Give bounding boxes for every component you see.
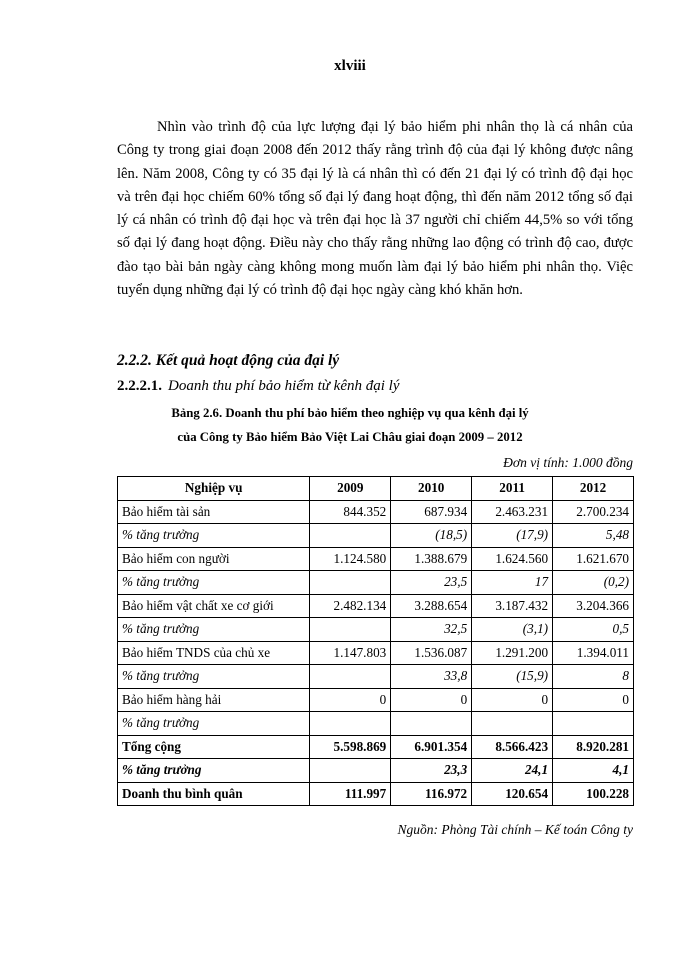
page-number: xlviii [334,58,366,74]
subsection-heading [117,378,399,395]
value-cell: 0 [472,688,553,712]
table-row [118,571,634,595]
value-cell: 844.352 [310,500,391,524]
value-cell: 5,48 [553,524,634,548]
table-row [118,500,634,524]
subsection-number: 2.2.2.1. [117,378,162,394]
revenue-table [117,476,634,806]
value-cell: 0,5 [553,618,634,642]
value-cell [310,571,391,595]
row-label-cell: % tăng trưởng [118,571,310,595]
value-cell: 5.598.869 [310,735,391,759]
value-cell: 0 [553,688,634,712]
header-cell: Nghiệp vụ [118,477,310,501]
value-cell: (18,5) [391,524,472,548]
value-cell: 1.536.087 [391,641,472,665]
table-row [118,782,634,806]
table-row [118,524,634,548]
value-cell: 8 [553,665,634,689]
header-cell: 2010 [391,477,472,501]
unit-note: Đơn vị tính: 1.000 đồng [503,455,633,470]
value-cell: (17,9) [472,524,553,548]
value-cell [310,618,391,642]
table-row [118,665,634,689]
value-cell: 687.934 [391,500,472,524]
row-label-cell: Bảo hiểm tài sản [118,500,310,524]
value-cell: 0 [310,688,391,712]
value-cell [310,665,391,689]
value-cell: 1.124.580 [310,547,391,571]
value-cell: 100.228 [553,782,634,806]
table-header-row [118,477,634,501]
value-cell [472,712,553,736]
value-cell: 4,1 [553,759,634,783]
row-label-cell: % tăng trưởng [118,524,310,548]
table-row [118,735,634,759]
row-label-cell: % tăng trưởng [118,618,310,642]
table-caption-line2: của Công ty Bảo hiểm Bảo Việt Lai Châu giai đoạn 2009 – 2012 [177,430,523,444]
row-label-cell: Bảo hiểm vật chất xe cơ giới [118,594,310,618]
value-cell: 2.482.134 [310,594,391,618]
value-cell: 17 [472,571,553,595]
body-paragraph [117,116,633,302]
value-cell [553,712,634,736]
value-cell: 6.901.354 [391,735,472,759]
value-cell: 8.920.281 [553,735,634,759]
value-cell: 23,3 [391,759,472,783]
value-cell: 3.187.432 [472,594,553,618]
table-row [118,618,634,642]
value-cell [310,712,391,736]
header-cell: 2012 [553,477,634,501]
value-cell [310,759,391,783]
table-row [118,594,634,618]
table-caption-line1: Bảng 2.6. Doanh thu phí bảo hiểm theo nghiệp vụ qua kênh đại lý [171,406,529,420]
value-cell: 8.566.423 [472,735,553,759]
value-cell: 2.463.231 [472,500,553,524]
value-cell: (15,9) [472,665,553,689]
row-label-cell: Bảo hiểm TNDS của chủ xe [118,641,310,665]
value-cell [310,524,391,548]
value-cell: 24,1 [472,759,553,783]
row-label-cell: % tăng trưởng [118,665,310,689]
value-cell: 0 [391,688,472,712]
value-cell: (0,2) [553,571,634,595]
value-cell: 1.388.679 [391,547,472,571]
value-cell: 3.288.654 [391,594,472,618]
row-label-cell: Tổng cộng [118,735,310,759]
table-row [118,547,634,571]
value-cell: 1.624.560 [472,547,553,571]
value-cell: 116.972 [391,782,472,806]
value-cell: 2.700.234 [553,500,634,524]
row-label-cell: % tăng trưởng [118,759,310,783]
value-cell: 120.654 [472,782,553,806]
value-cell: 1.621.670 [553,547,634,571]
value-cell: 111.997 [310,782,391,806]
subsection-title: Doanh thu phí bảo hiểm từ kênh đại lý [168,378,400,394]
paragraph-text: Nhìn vào trình độ của lực lượng đại lý bảo hiểm phi nhân thọ là cá nhân của Công ty trong giai đoạn 2008 đến 2012 thấy rằng trình độ của đại lý không được nâng lên. Năm 2008, Công ty có 35 đại lý là cá nhân thì có đến 21 đại lý có trình độ đại học và trên đại học chiếm 60% tổng số đại lý đang hoạt động, thì đến năm 2012 tổng số đại lý cá nhân có trình độ đại học và trên đại học là 37 người chỉ chiếm 44,5% so với tổng số đại lý đang hoạt động. Điều này cho thấy rằng những lao động có trình độ cao, được đào tạo bài bản ngày càng không mong muốn làm đại lý bảo hiểm phi nhân thọ. Việc tuyển dụng những đại lý có trình độ đại học ngày càng khó khăn hơn. [117,119,633,299]
value-cell: 23,5 [391,571,472,595]
value-cell: 1.291.200 [472,641,553,665]
value-cell: 3.204.366 [553,594,634,618]
row-label-cell: Bảo hiểm hàng hải [118,688,310,712]
source-note: Nguồn: Phòng Tài chính – Kế toán Công ty [397,822,633,837]
value-cell: 1.394.011 [553,641,634,665]
row-label-cell: Bảo hiểm con người [118,547,310,571]
value-cell: 1.147.803 [310,641,391,665]
header-cell: 2009 [310,477,391,501]
table-row [118,688,634,712]
table-row [118,712,634,736]
value-cell: 32,5 [391,618,472,642]
row-label-cell: % tăng trưởng [118,712,310,736]
row-label-cell: Doanh thu bình quân [118,782,310,806]
table-row [118,759,634,783]
value-cell: (3,1) [472,618,553,642]
value-cell [391,712,472,736]
section-heading: 2.2.2. Kết quả hoạt động của đại lý [117,352,340,369]
table-row [118,641,634,665]
value-cell: 33,8 [391,665,472,689]
header-cell: 2011 [472,477,553,501]
